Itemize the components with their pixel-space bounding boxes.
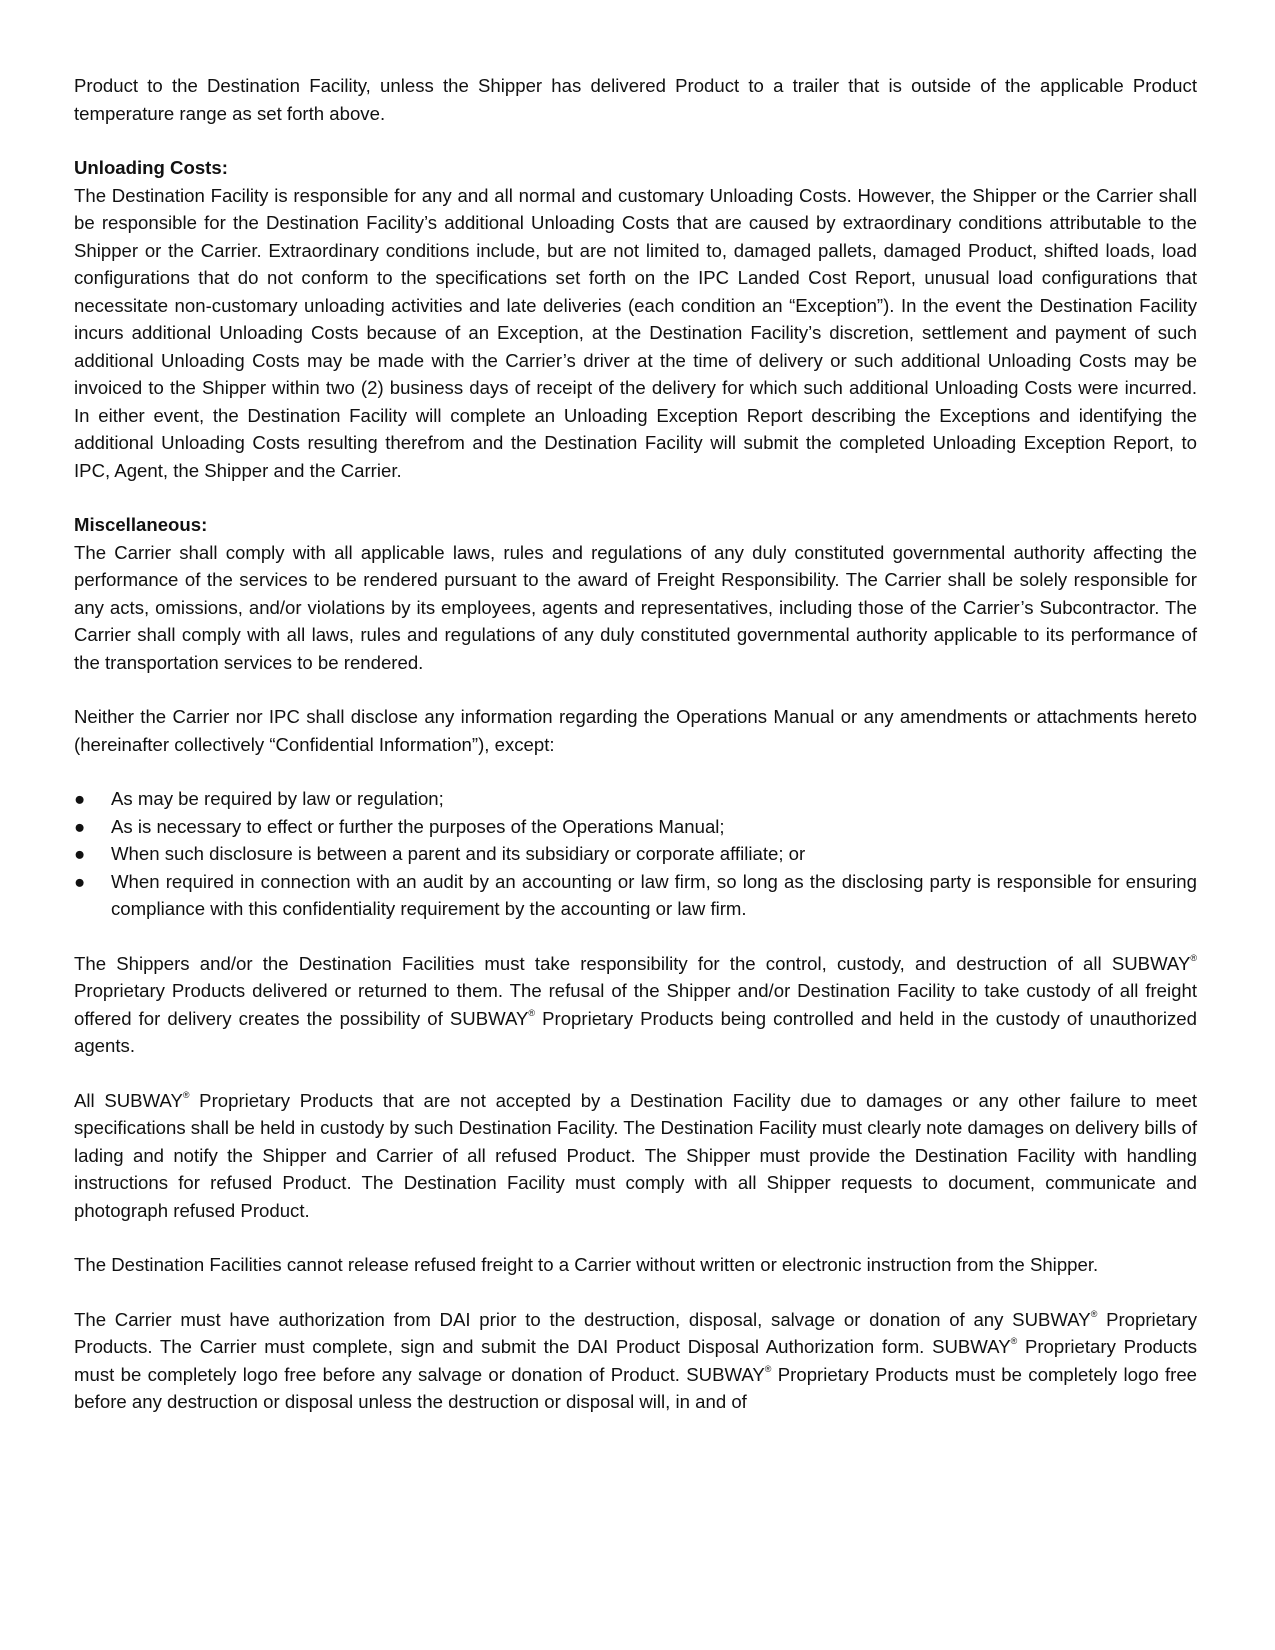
miscellaneous-heading: Miscellaneous: [74, 514, 208, 535]
refused-products-paragraph [74, 1087, 1197, 1225]
list-item-text: When required in connection with an audit by an accounting or law firm, so long as the disclosing party is responsible for ensuring compliance with this confidentiality requirement by the accounting or law firm. [111, 870, 1197, 919]
text-run: All [74, 1089, 105, 1111]
text-run: Proprietary Products must be completely logo free before any salvage or donation of Product. [74, 1336, 1197, 1385]
registered-mark: ® [528, 1007, 536, 1018]
text-run: Proprietary Products that are not accepted by a Destination Facility due to damages or any other failure to meet specifications shall be held in custody by such Destination Facility. The Destination Facility must clearly note damages on delivery bills of lading and notify the Shipper and Carrier of all refused Product. The Shipper must provide the Destination Facility with handling instructions for refused Product. The Destination Facility must comply with all Shipper requests to document, communicate and photograph refused Product. [74, 1089, 1197, 1221]
unloading-costs-body: The Destination Facility is responsible for any and all normal and customary Unloading Costs. However, the Shipper or the Carrier shall be responsible for the Destination Facility’s additional Unloading Costs that are caused by extraordinary conditions attributable to the Shipper or the Carrier. Extraordinary conditions include, but are not limited to, damaged pallets, damaged Product, shifted loads, load configurations that do not conform to the specifications set forth on the IPC Landed Cost Report, unusual load configurations that necessitate non-customary unloading activities and late deliveries (each condition an “Exception”). In the event the Destination Facility incurs additional Unloading Costs because of an Exception, at the Destination Facility’s discretion, settlement and payment of such additional Unloading Costs may be made with the Carrier’s driver at the time of delivery or such additional Unloading Costs may be invoiced to the Shipper within two (2) business days of receipt of the delivery for which such additional Unloading Costs were incurred. In either event, the Destination Facility will complete an Unloading Exception Report describing the Exceptions and identifying the additional Unloading Costs resulting therefrom and the Destination Facility will submit the completed Unloading Exception Report, to IPC, Agent, the Shipper and the Carrier. [74, 184, 1197, 481]
text-run: The Shippers and/or the Destination Facilities must take responsibility for the control, custody, and destruction of all [74, 952, 1112, 974]
miscellaneous-section [74, 511, 1197, 676]
intro-paragraph: Product to the Destination Facility, unless the Shipper has delivered Product to a trailer that is outside of the applicable Product temperature range as set forth above. [74, 75, 1197, 124]
shippers-custody-paragraph [74, 950, 1197, 1060]
brand-name: SUBWAY [104, 1089, 183, 1111]
list-item-text: As is necessary to effect or further the purposes of the Operations Manual; [111, 815, 725, 837]
brand-name: SUBWAY [449, 1007, 529, 1029]
registered-mark: ® [764, 1363, 772, 1374]
text-run: Proprietary Products being controlled and held in the custody of unauthorized agents. [74, 1007, 1197, 1056]
release-paragraph: The Destination Facilities cannot release refused freight to a Carrier without written or electronic instruction from the Shipper. [74, 1254, 1099, 1275]
miscellaneous-body: The Carrier shall comply with all applicable laws, rules and regulations of any duly constituted governmental authority affecting the performance of the services to be rendered pursuant to the award of Freight Responsibility. The Carrier shall be solely responsible for any acts, omissions, and/or violations by its employees, agents and representatives, including those of the Carrier’s Subcontractor. The Carrier shall comply with all laws, rules and regulations of any duly constituted governmental authority applicable to its performance of the transportation services to be rendered. [74, 541, 1197, 673]
unloading-costs-section [74, 154, 1197, 484]
brand-name: SUBWAY [932, 1336, 1011, 1357]
text-run: Proprietary Products. The Carrier must complete, sign and submit the DAI Product Disposal Authorization form. [74, 1308, 1198, 1357]
list-item [74, 840, 1197, 868]
brand-name: SUBWAY [686, 1363, 765, 1385]
brand-name: SUBWAY [1012, 1308, 1091, 1330]
list-item [74, 868, 1197, 923]
bullet-icon: ● [74, 815, 86, 837]
dai-authorization-paragraph [74, 1306, 1197, 1416]
registered-mark: ® [1190, 952, 1197, 963]
text-run: The Carrier must have authorization from DAI prior to the destruction, disposal, salvage or donation of any [74, 1308, 1013, 1330]
list-item-text: As may be required by law or regulation; [111, 788, 444, 809]
document-page [74, 72, 1197, 1443]
bullet-icon: ● [74, 788, 86, 809]
registered-mark: ® [1010, 1336, 1018, 1346]
bullet-icon: ● [74, 843, 86, 864]
confidential-intro-paragraph: Neither the Carrier nor IPC shall disclose any information regarding the Operations Manual or any amendments or attachments hereto (hereinafter collectively “Confidential Information”), except: [74, 706, 1197, 755]
registered-mark: ® [182, 1089, 190, 1100]
unloading-costs-heading: Unloading Costs: [74, 157, 228, 178]
registered-mark: ® [1090, 1308, 1098, 1319]
brand-name: SUBWAY [1111, 952, 1191, 974]
text-run: Proprietary Products delivered or returned to them. The refusal of the Shipper and/or Destination Facility to take custody of all freight offered for delivery creates the possibility of [74, 980, 1197, 1029]
disclosure-exceptions-list [74, 785, 1197, 923]
list-item [74, 813, 1197, 841]
list-item-text: When such disclosure is between a parent and its subsidiary or corporate affiliate; or [111, 843, 806, 864]
text-run: Proprietary Products must be completely logo free before any destruction or disposal unless the destruction or disposal will, in and of [74, 1363, 1198, 1412]
list-item [74, 785, 1197, 813]
bullet-icon: ● [74, 870, 86, 892]
